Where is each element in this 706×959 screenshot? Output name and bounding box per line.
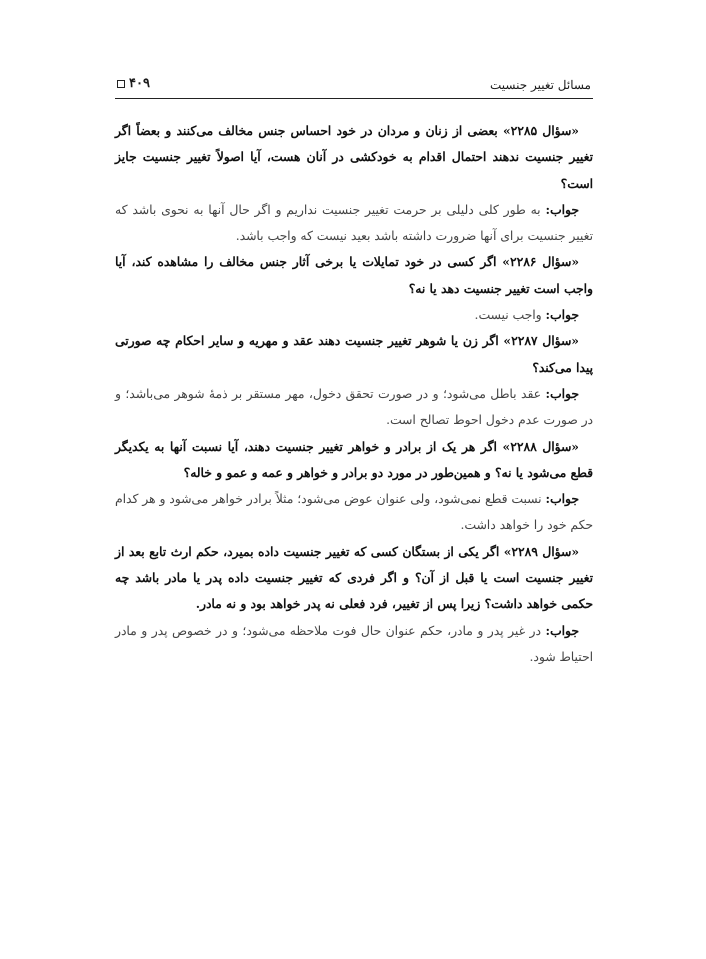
answer-2288: [115, 486, 593, 539]
answer-text: به طور کلی دلیلی بر حرمت تغییر جنسیت نداریم و اگر حال آنها به نحوی باشد که تغییر جنسیت برای آنها ضرورت داشته باشد بعید نیست که واجب باشد.: [115, 202, 593, 244]
answer-2286: [115, 302, 593, 328]
answer-2289: [115, 618, 593, 671]
answer-text: نسبت قطع نمی‌شود، ولی عنوان عوض می‌شود؛ مثلاً برادر خواهر می‌شود و هر کدام حکم خود را خواهد داشت.: [115, 492, 593, 533]
square-icon: [117, 80, 125, 88]
answer-label: جواب:: [545, 622, 579, 638]
answer-text: در غیر پدر و مادر، حکم عنوان حال فوت ملاحظه می‌شود؛ و در خصوص پدر و مادر احتیاط شود.: [115, 623, 593, 664]
answer-2285: [115, 197, 593, 250]
page-header: [115, 72, 593, 99]
question-2285: «سؤال ۲۲۸۵» بعضی از زنان و مردان در خود احساس جنس مخالف می‌کنند و بعضاً اگر تغییر جنسیت ندهند احتمال اقدام به خودکشی در آنان هست، آیا اصولاً تغییر جنسیت جایز است؟: [115, 123, 593, 191]
page-number: [117, 76, 150, 91]
question-2287: «سؤال ۲۲۸۷» اگر زن یا شوهر تغییر جنسیت دهند عقد و مهریه و سایر احکام چه صورتی پیدا می‌کند؟: [115, 333, 593, 375]
answer-text: عقد باطل می‌شود؛ و در صورت تحقق دخول، مهر مستقر بر ذمهٔ شوهر می‌باشد؛ و در صورت عدم دخول احوط تصالح است.: [115, 386, 593, 428]
question-2289: «سؤال ۲۲۸۹» اگر یکی از بستگان کسی که تغییر جنسیت داده بمیرد، حکم ارث تابع بعد از تغییر جنسیت است یا قبل از آن؟ و اگر فردی که تغییر جنسیت داده پدر یا مادر باشد چه حکمی خواهد داشت؟ زیرا پس از تغییر، فرد فعلی نه پدر خواهد بود و نه مادر.: [115, 543, 593, 612]
page-number-value: ۴۰۹: [129, 76, 150, 91]
answer-label: جواب:: [545, 307, 579, 323]
question-2286: «سؤال ۲۲۸۶» اگر کسی در خود تمایلات یا برخی آثار جنس مخالف را مشاهده کند، آیا واجب است تغییر جنسیت دهد یا نه؟: [115, 254, 593, 296]
running-title: مسائل تغییر جنسیت: [490, 78, 591, 92]
answer-label: جواب:: [545, 491, 579, 507]
answer-label: جواب:: [545, 201, 579, 217]
page-body: [115, 118, 593, 670]
answer-label: جواب:: [545, 385, 579, 401]
question-2288: «سؤال ۲۲۸۸» اگر هر یک از برادر و خواهر تغییر جنسیت دهند، آیا نسبت آنها به یکدیگر قطع می‌شود یا نه؟ و همین‌طور در مورد دو برادر و خواهر و عمه و عمو و خاله؟: [115, 438, 593, 480]
answer-2287: [115, 381, 593, 434]
answer-text: واجب نیست.: [474, 308, 542, 323]
